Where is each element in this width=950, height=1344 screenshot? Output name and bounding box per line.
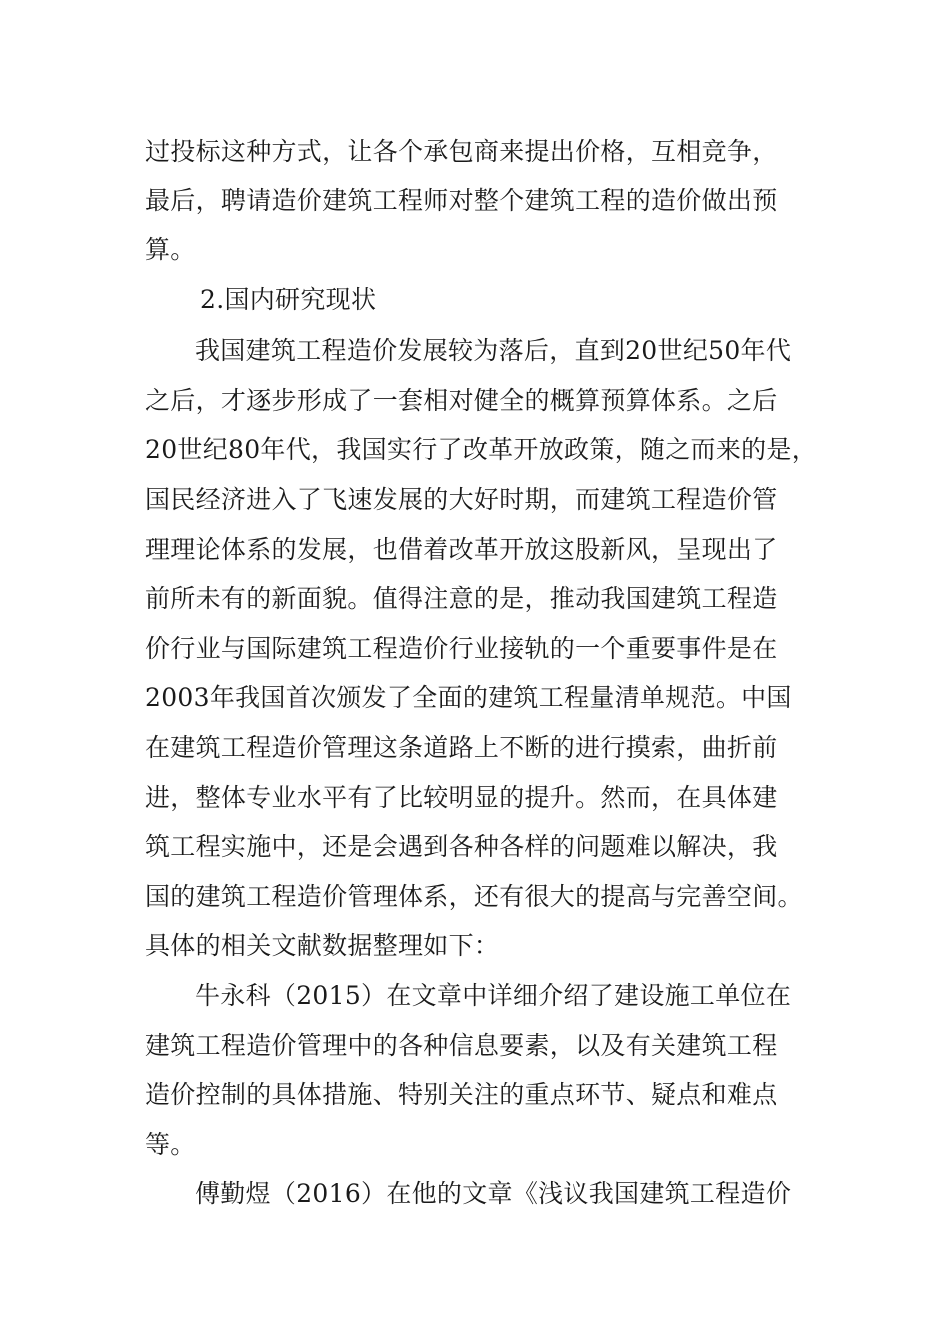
text-line: 造价控制的具体措施、特别关注的重点环节、疑点和难点 — [145, 1080, 778, 1109]
text-line: 具体的相关文献数据整理如下： — [145, 931, 500, 960]
text-line: 进，整体专业水平有了比较明显的提升。然而，在具体建 — [145, 783, 778, 812]
text-line: 建筑工程造价管理中的各种信息要素，以及有关建筑工程 — [145, 1031, 778, 1060]
text-line: 20世纪80年代，我国实行了改革开放政策，随之而来的是， — [145, 435, 818, 464]
text-line: 国民经济进入了飞速发展的大好时期，而建筑工程造价管 — [145, 485, 778, 514]
text-line: 价行业与国际建筑工程造价行业接轨的一个重要事件是在 — [145, 634, 778, 663]
text-line: 傅勤煜（2016）在他的文章《浅议我国建筑工程造价 — [195, 1179, 792, 1208]
text-line: 牛永科（2015）在文章中详细介绍了建设施工单位在 — [195, 981, 792, 1010]
section-heading: 2.国内研究现状 — [200, 285, 377, 314]
text-line: 之后，才逐步形成了一套相对健全的概算预算体系。之后 — [145, 386, 778, 415]
text-line: 2003年我国首次颁发了全面的建筑工程量清单规范。中国 — [145, 683, 792, 712]
text-line: 理理论体系的发展，也借着改革开放这股新风，呈现出了 — [145, 535, 778, 564]
text-line: 我国建筑工程造价发展较为落后，直到20世纪50年代 — [195, 336, 792, 365]
text-line: 国的建筑工程造价管理体系，还有很大的提高与完善空间。 — [145, 882, 803, 911]
text-line: 筑工程实施中，还是会遇到各种各样的问题难以解决，我 — [145, 832, 778, 861]
text-line: 在建筑工程造价管理这条道路上不断的进行摸索，曲折前 — [145, 733, 778, 762]
text-line: 等。 — [145, 1130, 196, 1159]
text-line: 前所未有的新面貌。值得注意的是，推动我国建筑工程造 — [145, 584, 778, 613]
text-line: 算。 — [145, 235, 196, 264]
text-line: 过投标这种方式，让各个承包商来提出价格，互相竞争， — [145, 137, 778, 166]
text-line: 最后，聘请造价建筑工程师对整个建筑工程的造价做出预 — [145, 186, 778, 215]
